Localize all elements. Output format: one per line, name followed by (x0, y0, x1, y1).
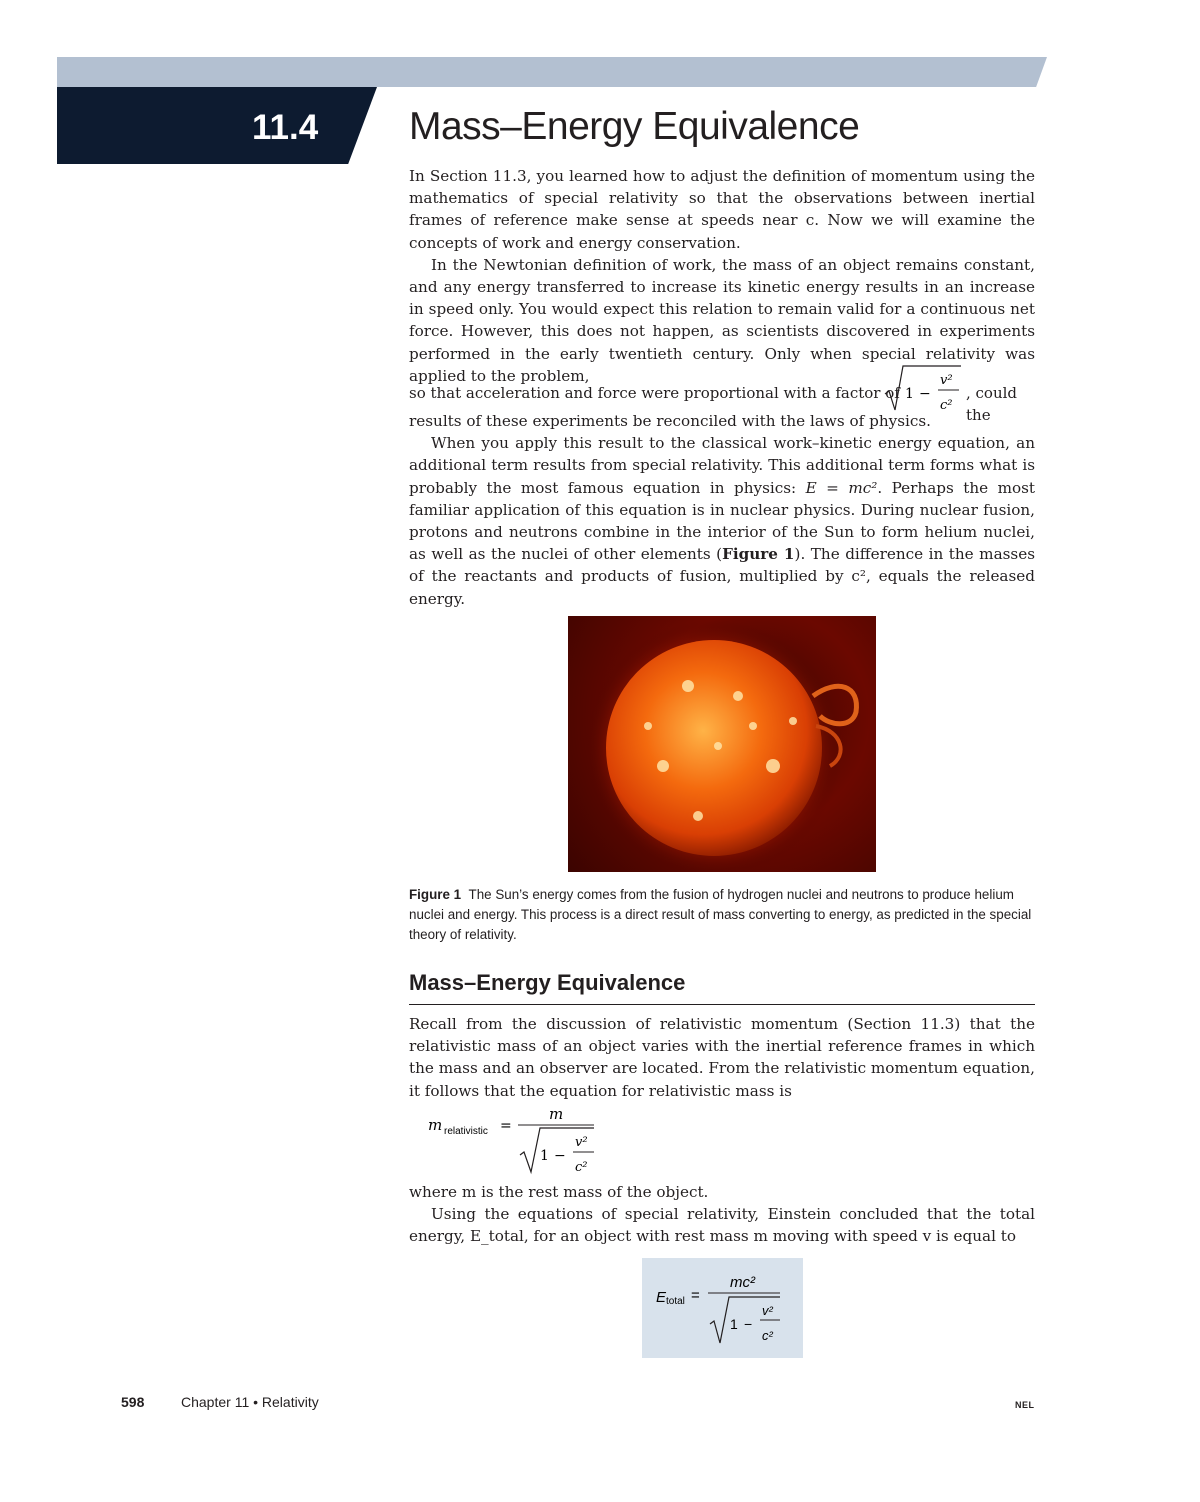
section-number: 11.4 (252, 108, 319, 147)
factor-line-end-text: , could the (966, 384, 1018, 425)
intro-paragraph-2d: results of these experiments be reconciled with the laws of physics. (409, 412, 931, 430)
chapter-label: Chapter 11 • Relativity (181, 1394, 319, 1410)
p3-text-a: When you apply this result to the classical work–kinetic energy equation, an additional term results from special relativity. This additional term forms what is probably the most famous equation in physics: (409, 434, 1035, 497)
figure-label: Figure 1 (409, 887, 462, 902)
p3-text-b: . Perhaps the most familiar application of this equation is in nuclear physics. During nuclear fusion, protons and neutrons combine in the interior of the Sun to form helium nuclei, as well as the nuclei of other elements ( (409, 478, 1036, 564)
etotal-minus: − (744, 1316, 753, 1332)
etotal-one: 1 (730, 1316, 738, 1332)
relmass-equals: = (500, 1118, 512, 1134)
relativistic-mass-equation (428, 1100, 608, 1180)
publisher-mark: NEL (1015, 1400, 1035, 1410)
relmass-frac-den: c² (575, 1160, 588, 1175)
page-number: 598 (121, 1394, 145, 1410)
sun-image (568, 616, 876, 872)
intro-text-2 (409, 410, 1035, 610)
p3-text-c: ). The difference in the masses of the reactants and products of fusion, multiplied by c², equals the released energy. (409, 545, 1035, 608)
figure-caption-text: The Sun’s energy comes from the fusion of hydrogen nuclei and neutrons to produce helium nuclei and energy. This process is a direct result of mass converting to energy, as predicted in the special theory of relativity. (409, 887, 1032, 942)
header-band (57, 57, 1047, 87)
factor-minus: − (919, 386, 931, 402)
figure-caption (409, 885, 1039, 945)
relmass-lhs-sub: relativistic (444, 1126, 488, 1137)
factor-equation (883, 364, 963, 414)
heading-rule (409, 1004, 1035, 1005)
emc2-inline: E = mc² (805, 478, 878, 497)
etotal-frac-den: c² (762, 1328, 773, 1343)
etotal-equation-box (642, 1258, 803, 1358)
subsection-paragraph-3: Using the equations of special relativity, Einstein concluded that the total energy, E_total, for an object with rest mass m moving with speed v is equal to (409, 1205, 1035, 1246)
sun-illustration (568, 616, 876, 872)
section-number-box (57, 87, 377, 164)
intro-text (409, 165, 1035, 387)
etotal-equation (642, 1258, 803, 1358)
subsection-heading: Mass–Energy Equivalence (409, 970, 686, 995)
figure-reference[interactable]: Figure 1 (722, 545, 795, 564)
intro-paragraph-3 (409, 432, 1035, 610)
page-title: Mass–Energy Equivalence (409, 105, 860, 148)
relmass-frac-num: v² (575, 1135, 588, 1150)
etotal-equals: = (691, 1287, 700, 1304)
relmass-minus: − (554, 1148, 566, 1164)
intro-paragraph-2a: In the Newtonian definition of work, the mass of an object remains constant, and any energy transferred to increase its kinetic energy results in an increase in speed only. You would expect this relation to remain valid for a continuous net force. However, this does not happen, as scientists discovered in experiments performed in the early twentieth century. Only when special relativity was applied to the problem, (409, 255, 1035, 385)
factor-numerator: v² (940, 373, 953, 388)
etotal-lhs-sub: total (666, 1296, 685, 1307)
factor-one: 1 (905, 386, 914, 402)
etotal-lhs: E (656, 1289, 667, 1306)
intro-paragraph-1: In Section 11.3, you learned how to adjust the definition of momentum using the mathematics of special relativity so that the observations between inertial frames of reference make sense at speeds near c. Now we will examine the concepts of work and energy conservation. (409, 167, 1035, 252)
relmass-numerator: m (549, 1105, 564, 1123)
subsection-text (409, 1013, 1035, 1102)
factor-denominator: c² (940, 398, 953, 413)
subsection-text-2 (409, 1181, 1035, 1248)
relmass-one: 1 (540, 1148, 549, 1164)
etotal-numerator: mc² (730, 1274, 755, 1291)
subsection-paragraph-2: where m is the rest mass of the object. (409, 1183, 709, 1201)
factor-line-text: so that acceleration and force were proportional with a factor of (409, 384, 900, 402)
subsection-paragraph-1: Recall from the discussion of relativistic momentum (Section 11.3) that the relativistic mass of an object varies with the inertial reference frames in which the mass and an observer are located. From the relativistic momentum equation, it follows that the equation for relativistic mass is (409, 1015, 1035, 1100)
etotal-frac-num: v² (762, 1303, 773, 1318)
relmass-lhs: m (428, 1116, 443, 1134)
